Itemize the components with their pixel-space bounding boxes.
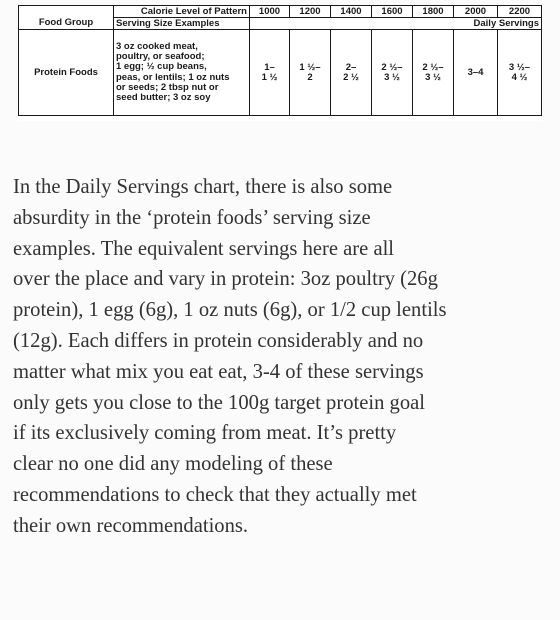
servings-1200 (290, 30, 331, 116)
article-line: absurdity in the ‘protein foods’ serving size (13, 206, 371, 229)
servings-2000 (454, 30, 498, 116)
food-group-protein-foods: Protein Foods (19, 30, 114, 116)
servings-line: 4 ½ (511, 71, 528, 83)
article-line: clear no one did any modeling of these (13, 453, 333, 476)
servings-1800 (413, 30, 454, 116)
servings-1400 (331, 30, 372, 116)
article-line: matter what mix you eat eat, 3-4 of these servings (13, 360, 424, 383)
header-blank-cell (19, 6, 114, 18)
example-line: 1 egg; ½ cup beans, (116, 61, 207, 73)
servings-line: 2 ½– (381, 61, 403, 73)
servings-1000 (250, 30, 290, 116)
servings-line: 1 ½– (299, 61, 321, 73)
calorie-level-1400: 1400 (331, 6, 372, 18)
servings-line: 3–4 (467, 66, 484, 78)
article-line: protein), 1 egg (6g), 1 oz nuts (6g), or 1/2 cup lentils (13, 299, 447, 322)
food-group-header: Food Group (19, 18, 114, 30)
calorie-level-1200: 1200 (290, 6, 331, 18)
calorie-level-2000: 2000 (454, 6, 498, 18)
daily-servings-table (18, 5, 542, 116)
servings-line: 3 ½ (425, 71, 441, 83)
article-line: In the Daily Servings chart, there is also some (13, 176, 393, 198)
servings-line: 2 (307, 71, 313, 83)
example-line: peas, or lentils; 1 oz nuts (116, 71, 230, 83)
article-line: over the place and vary in protein: 3oz poultry (26g (13, 268, 438, 291)
servings-line: 3 ½– (508, 61, 531, 73)
article-line: their own recommendations. (13, 514, 249, 537)
article-line: recommendations to check that they actually met (13, 483, 417, 506)
servings-2200 (498, 30, 542, 116)
servings-line: 1 ½ (261, 71, 278, 83)
servings-1600 (372, 30, 413, 116)
servings-line: 2 ½– (422, 61, 444, 73)
article-line: (12g). Each differs in protein considerably and no (13, 329, 424, 352)
article-paragraph (13, 172, 553, 542)
servings-line: 1– (264, 61, 275, 73)
calorie-level-1600: 1600 (372, 6, 413, 18)
daily-servings-header: Daily Servings (250, 18, 542, 30)
article-line: only gets you close to the 100g target protein goal (13, 391, 425, 414)
servings-line: 3 ½ (384, 71, 400, 83)
daily-servings-table-image (18, 5, 541, 121)
example-line: seed butter; 3 oz soy (116, 91, 211, 103)
calorie-level-1000: 1000 (250, 6, 290, 18)
article-line: examples. The equivalent servings here are all (13, 237, 395, 260)
servings-line: 2– (345, 61, 357, 73)
serving-size-examples (114, 30, 250, 116)
example-line: poultry, or seafood; (116, 51, 205, 63)
calorie-level-1800: 1800 (413, 6, 454, 18)
example-line: or seeds; 2 tbsp nut or (116, 81, 219, 93)
calorie-level-2200: 2200 (498, 6, 542, 18)
servings-line: 2 ½ (343, 71, 359, 83)
calorie-level-header: Calorie Level of Pattern (114, 6, 250, 18)
article-line: if its exclusively coming from meat. It’s pretty (13, 422, 397, 445)
serving-examples-header: Serving Size Examples (114, 18, 250, 30)
example-line: 3 oz cooked meat, (116, 40, 198, 52)
